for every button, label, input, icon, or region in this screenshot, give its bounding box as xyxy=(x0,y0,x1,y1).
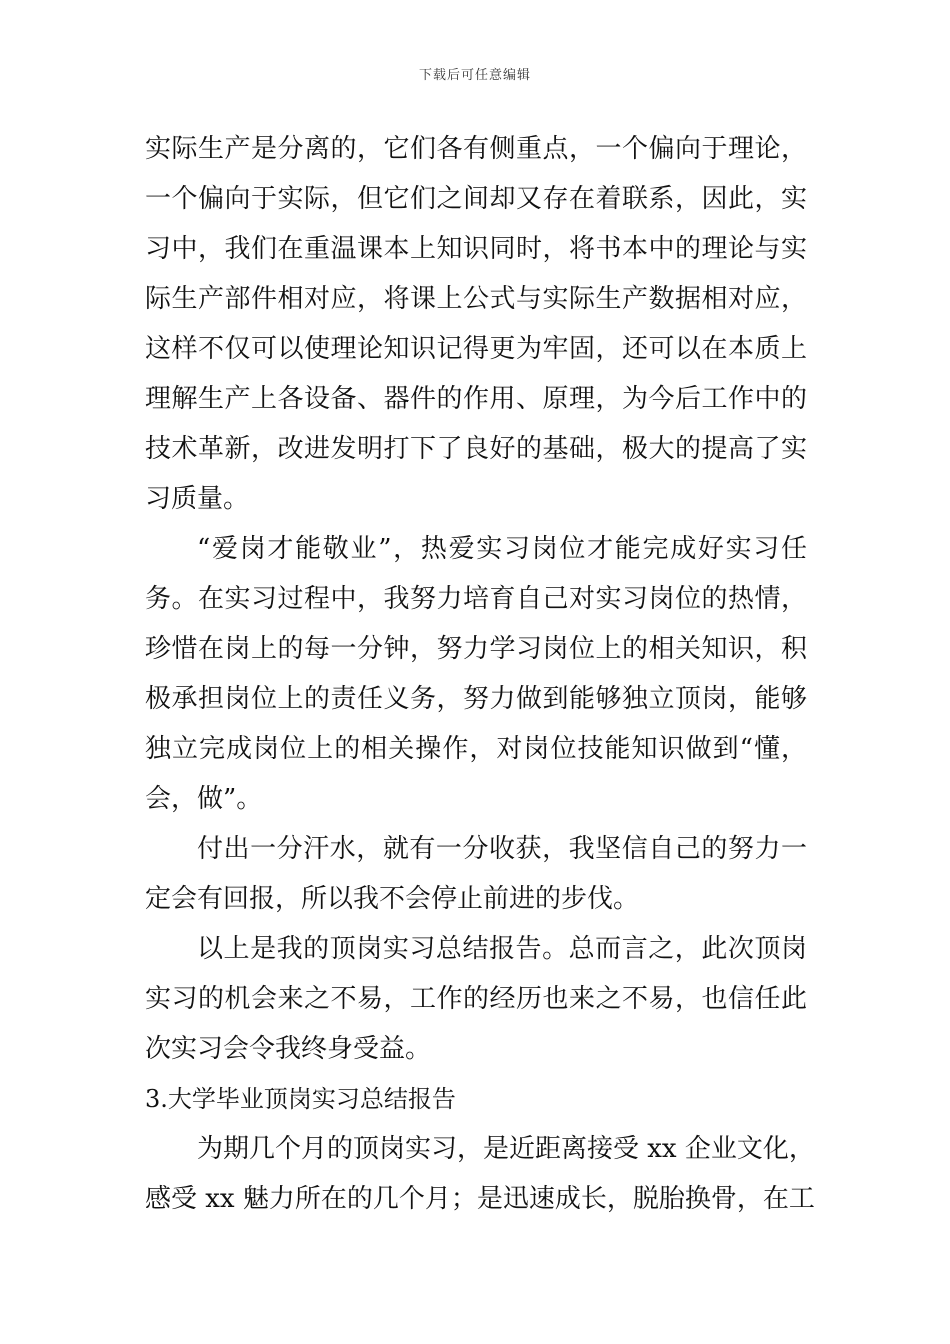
body-line: 珍惜在岗上的每一分钟，努力学习岗位上的相关知识，积 xyxy=(145,634,807,664)
body-line: 实习的机会来之不易，工作的经历也来之不易，也信任此 xyxy=(145,984,807,1014)
body-line: 实际生产是分离的，它们各有侧重点，一个偏向于理论， xyxy=(145,134,807,164)
body-line: 极承担岗位上的责任义务，努力做到能够独立顶岗，能够 xyxy=(145,684,807,714)
paragraph-start-line: 以上是我的顶岗实习总结报告。总而言之，此次顶岗 xyxy=(197,934,807,964)
body-line: 务。在实习过程中，我努力培育自己对实习岗位的热情， xyxy=(145,584,807,614)
body-line: 习质量。 xyxy=(145,484,250,514)
body-line: 感受 xx 魅力所在的几个月；是迅速成长，脱胎换骨，在工 xyxy=(145,1184,815,1214)
page-header: 下载后可任意编辑 xyxy=(418,68,531,83)
section-heading: 3.大学毕业顶岗实习总结报告 xyxy=(145,1085,456,1113)
body-line: 习中，我们在重温课本上知识同时，将书本中的理论与实 xyxy=(145,234,807,264)
document-body xyxy=(145,124,815,1224)
body-line: 次实习会令我终身受益。 xyxy=(145,1034,432,1064)
body-line: 独立完成岗位上的相关操作，对岗位技能知识做到“懂， xyxy=(145,734,807,764)
body-line: 际生产部件相对应，将课上公式与实际生产数据相对应， xyxy=(145,284,807,314)
body-line: 这样不仅可以使理论知识记得更为牢固，还可以在本质上 xyxy=(145,334,807,364)
paragraph-start-line: “爱岗才能敬业”，热爱实习岗位才能完成好实习任 xyxy=(197,534,807,564)
body-line: 技术革新，改进发明打下了良好的基础，极大的提高了实 xyxy=(145,434,807,464)
body-line: 一个偏向于实际，但它们之间却又存在着联系，因此，实 xyxy=(145,184,807,214)
body-line: 会，做”。 xyxy=(145,784,263,814)
paragraph-start-line: 付出一分汗水，就有一分收获，我坚信自己的努力一 xyxy=(197,834,807,864)
paragraph-start-line: 为期几个月的顶岗实习，是近距离接受 xx 企业文化， xyxy=(197,1134,815,1164)
body-line: 理解生产上各设备、器件的作用、原理，为今后工作中的 xyxy=(145,384,807,414)
body-line: 定会有回报，所以我不会停止前进的步伐。 xyxy=(145,884,640,914)
